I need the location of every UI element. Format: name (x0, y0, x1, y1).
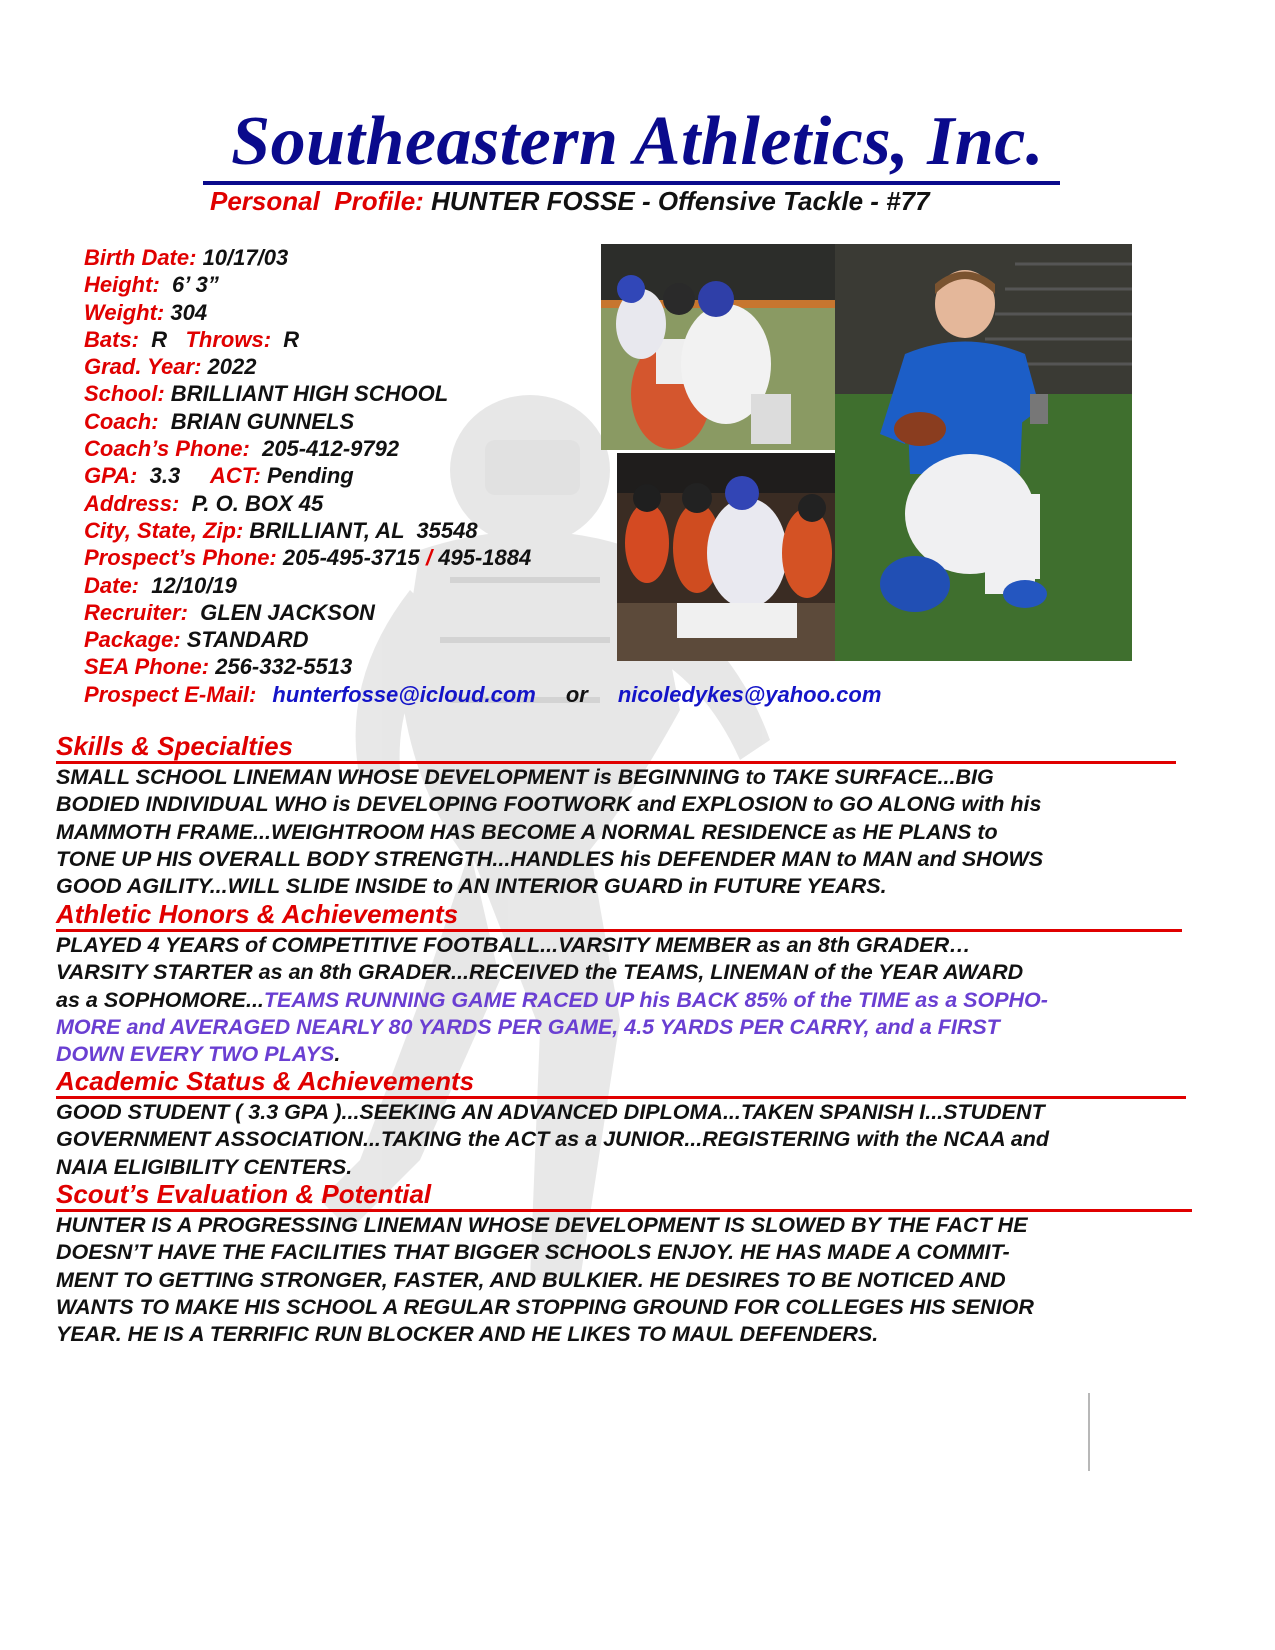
athletic-highlight: DOWN EVERY TWO PLAYS (56, 1042, 335, 1067)
gpa-value: 3.3 (137, 463, 210, 489)
athletic-line (56, 987, 1226, 1014)
coach-phone-value: 205-412-9792 (249, 436, 400, 462)
act-label: ACT: (209, 463, 261, 489)
act-value: Pending (260, 463, 354, 489)
scout-line: HUNTER IS A PROGRESSING LINEMAN WHOSE DEVELOPMENT IS SLOWED BY THE FACT HE (56, 1213, 1028, 1237)
profile-label: Personal Profile: (210, 186, 424, 216)
athletic-section (56, 899, 1226, 1068)
academic-line: GOVERNMENT ASSOCIATION...TAKING the ACT as a JUNIOR...REGISTERING with the NCAA and (56, 1127, 1050, 1152)
sea-phone-label: SEA Phone: (84, 654, 210, 680)
action-photo-bottom (617, 453, 835, 661)
coach-value: BRIAN GUNNELS (158, 408, 355, 434)
scout-line: MENT TO GETTING STRONGER, FASTER, AND BULKIER. HE DESIRES TO BE NOTICED AND (56, 1267, 1006, 1292)
email-or: or (565, 681, 588, 707)
scout-line: DOESN’T HAVE THE FACILITIES THAT BIGGER SCHOOLS ENJOY. HE HAS MADE A COMMIT- (56, 1240, 1010, 1265)
athletic-highlight: MORE and AVERAGED NEARLY 80 YARDS PER GAME, 4.5 YARDS PER CARRY, and a FIRST (56, 1014, 1000, 1039)
skills-line: BODIED INDIVIDUAL WHO is DEVELOPING FOOTWORK and EXPLOSION to GO ALONG with his (56, 792, 1042, 817)
weight-label: Weight: (84, 299, 165, 325)
skills-body (56, 764, 1226, 900)
divider-line (1088, 1393, 1090, 1471)
academic-heading: Academic Status & Achievements (56, 1066, 475, 1096)
scout-section (56, 1179, 1226, 1348)
address-label: Address: (84, 490, 180, 516)
prospect-phone-separator: / (426, 545, 433, 571)
academic-body (56, 1099, 1226, 1181)
academic-line: NAIA ELIGIBILITY CENTERS. (56, 1154, 353, 1179)
action-photo-top (601, 244, 835, 450)
athletic-highlight: TEAMS RUNNING GAME RACED UP his BACK 85% of the TIME as a SOPHO- (263, 987, 1048, 1012)
organization-title: Southeastern Athletics, Inc. (231, 103, 1044, 180)
height-value: 6’ 3” (159, 272, 219, 298)
height-label: Height: (84, 272, 160, 298)
school-value: BRILLIANT HIGH SCHOOL (164, 381, 449, 407)
prospect-phone-value: 205-495-3715 (276, 545, 426, 571)
athletic-line: PLAYED 4 YEARS of COMPETITIVE FOOTBALL...VARSITY MEMBER as an 8th GRADER… (56, 933, 971, 957)
throws-value: R (271, 326, 300, 352)
recruiter-value: GLEN JACKSON (187, 599, 375, 625)
scout-line: WANTS TO MAKE HIS SCHOOL A REGULAR STOPPING GROUND FOR COLLEGES HIS SENIOR (56, 1294, 1034, 1319)
skills-line: MAMMOTH FRAME...WEIGHTROOM HAS BECOME A NORMAL RESIDENCE as HE PLANS to (56, 819, 998, 844)
gpa-label: GPA: (84, 463, 138, 489)
birth-date-value: 10/17/03 (196, 245, 289, 270)
academic-line: GOOD STUDENT ( 3.3 GPA )...SEEKING AN ADVANCED DIPLOMA...TAKEN SPANISH I...STUDENT (56, 1100, 1045, 1124)
recruiter-label: Recruiter: (84, 599, 188, 625)
city-label: City, State, Zip: (84, 517, 244, 543)
athletic-line-black: as a SOPHOMORE... (56, 987, 264, 1012)
grad-year-label: Grad. Year: (84, 354, 202, 380)
date-label: Date: (84, 572, 140, 598)
prospect-phone-value-2: 495-1884 (432, 545, 532, 571)
package-label: Package: (84, 627, 181, 653)
email-row (84, 681, 1044, 708)
scout-heading: Scout’s Evaluation & Potential (56, 1179, 432, 1209)
skills-line: SMALL SCHOOL LINEMAN WHOSE DEVELOPMENT is BEGINNING to TAKE SURFACE...BIG (56, 765, 994, 789)
profile-subtitle (210, 186, 930, 217)
birth-date-label: Birth Date: (84, 245, 197, 270)
grad-year-value: 2022 (201, 354, 257, 380)
school-label: School: (84, 381, 165, 407)
profile-title: HUNTER FOSSE - Offensive Tackle - #77 (423, 186, 930, 216)
athletic-body (56, 932, 1226, 1068)
weight-value: 304 (164, 299, 208, 325)
title-underline (203, 181, 1060, 185)
bats-label: Bats: (84, 326, 140, 352)
throws-label: Throws: (179, 326, 272, 352)
skills-line: TONE UP HIS OVERALL BODY STRENGTH...HANDLES his DEFENDER MAN to MAN and SHOWS (56, 846, 1044, 871)
athletic-heading: Athletic Honors & Achievements (56, 899, 459, 929)
email-link-yahoo[interactable]: nicoledykes@yahoo.com (617, 681, 882, 707)
skills-heading: Skills & Specialties (56, 731, 294, 761)
athletic-line: VARSITY STARTER as an 8th GRADER...RECEIVED the TEAMS, LINEMAN of the YEAR AWARD (56, 960, 1024, 985)
prospect-phone-label: Prospect’s Phone: (84, 545, 277, 571)
scout-line: YEAR. HE IS A TERRIFIC RUN BLOCKER AND HE LIKES TO MAUL DEFENDERS. (56, 1322, 879, 1347)
date-value: 12/10/19 (139, 572, 237, 598)
player-portrait-photo (835, 244, 1132, 661)
skills-line: GOOD AGILITY...WILL SLIDE INSIDE to AN INTERIOR GUARD in FUTURE YEARS. (56, 874, 887, 899)
bats-value: R (139, 326, 180, 352)
package-value: STANDARD (180, 627, 309, 653)
address-value: P. O. BOX 45 (179, 490, 324, 516)
scout-body (56, 1212, 1226, 1348)
skills-section (56, 731, 1226, 900)
coach-phone-label: Coach’s Phone: (84, 436, 250, 462)
athletic-line-black: . (334, 1042, 341, 1067)
academic-section (56, 1066, 1226, 1181)
athletic-line (56, 1041, 1226, 1068)
city-value: BRILLIANT, AL 35548 (243, 517, 478, 543)
sea-phone-value: 256-332-5513 (209, 654, 353, 680)
coach-label: Coach: (84, 408, 159, 434)
email-link-icloud[interactable]: hunterfosse@icloud.com (272, 681, 536, 707)
email-label: Prospect E-Mail: (84, 681, 257, 707)
